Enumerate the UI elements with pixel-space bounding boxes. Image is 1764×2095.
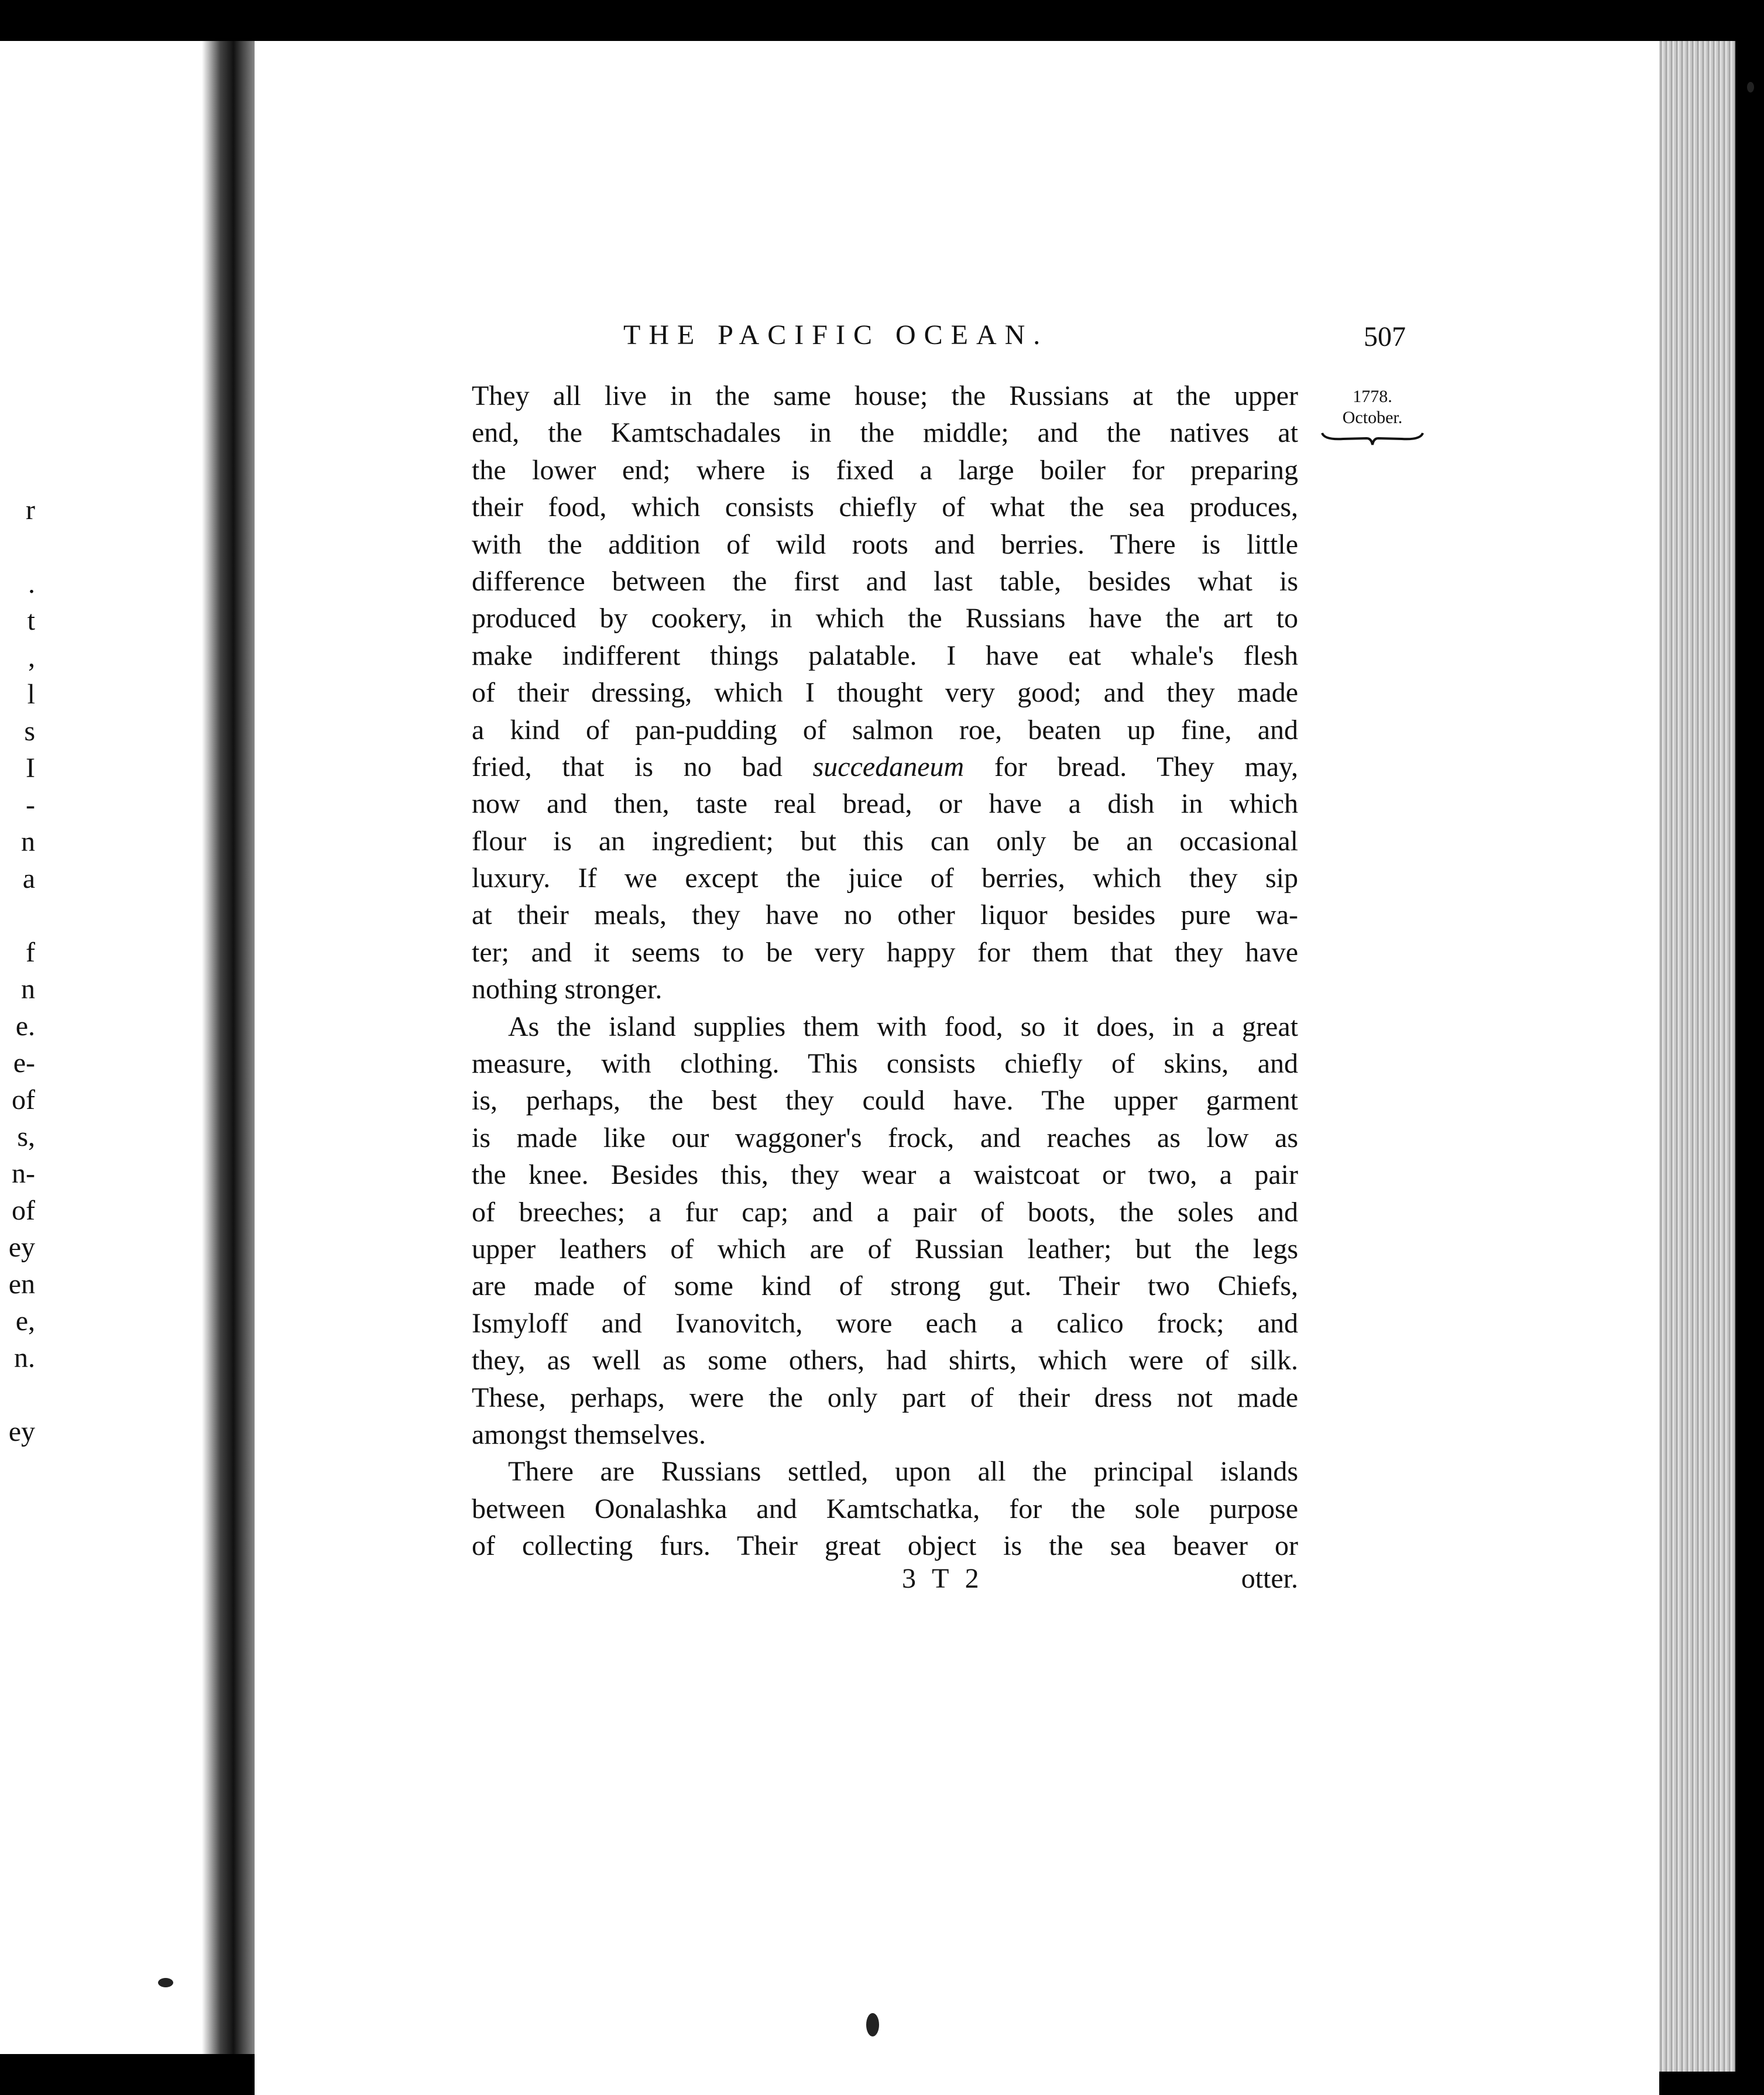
facing-page-fragment: r bbox=[26, 494, 35, 526]
facing-page-fragment: - bbox=[26, 789, 35, 820]
text-line: of their dressing, which I thought very good; and they made bbox=[472, 677, 1298, 709]
facing-page-fragment: of bbox=[12, 1084, 35, 1115]
facing-page-fragment: s bbox=[24, 716, 35, 747]
text-line: the knee. Besides this, they wear a waistcoat or two, a pair bbox=[472, 1159, 1298, 1191]
paragraph bbox=[472, 1453, 1298, 1564]
facing-page-fragment: I bbox=[26, 753, 35, 784]
text-line: nothing stronger. bbox=[472, 974, 663, 1005]
facing-page-fragment: t bbox=[27, 605, 35, 636]
text-line: their food, which consists chiefly of what the sea produces, bbox=[472, 492, 1298, 523]
text-line: with the addition of wild roots and berries. There is little bbox=[472, 528, 1298, 560]
text-line: is made like our waggoner's frock, and reaches as low as bbox=[472, 1122, 1298, 1153]
facing-page-fragment: n. bbox=[14, 1342, 35, 1373]
body-text bbox=[472, 377, 1298, 1565]
text-line: at their meals, they have no other liquor besides pure wa- bbox=[472, 899, 1298, 931]
facing-page-fragment: n bbox=[21, 974, 35, 1005]
text-line: As the island supplies them with food, so it does, in a great bbox=[508, 1011, 1298, 1042]
text-line: They all live in the same house; the Russians at the upper bbox=[472, 380, 1298, 411]
facing-page-fragment: e- bbox=[13, 1048, 35, 1079]
facing-page-fragment: . bbox=[28, 568, 35, 599]
text-line: amongst themselves. bbox=[472, 1419, 706, 1450]
margin-note bbox=[1317, 386, 1428, 447]
text-line: These, perhaps, were the only part of their dress not made bbox=[472, 1382, 1298, 1413]
text-line: of collecting furs. Their great object is the sea beaver or bbox=[472, 1530, 1298, 1562]
text-line: is, perhaps, the best they could have. The upper garment bbox=[472, 1085, 1298, 1117]
facing-page-fragment bbox=[0, 1376, 35, 1413]
signature-mark: 3 T 2 bbox=[902, 1563, 984, 1594]
text-line: upper leathers of which are of Russian leather; but the legs bbox=[472, 1233, 1298, 1265]
facing-page-fragment: ey bbox=[8, 1232, 35, 1263]
facing-page-fragment: of bbox=[12, 1195, 35, 1226]
text-line: difference between the first and last table, besides what is bbox=[472, 565, 1298, 597]
text-line: measure, with clothing. This consists chiefly of skins, and bbox=[472, 1048, 1298, 1080]
text-line: There are Russians settled, upon all the principal islands bbox=[508, 1456, 1298, 1488]
text-line: Ismyloff and Ivanovitch, wore each a calico frock; and bbox=[472, 1307, 1298, 1339]
ink-speck bbox=[158, 1978, 173, 1987]
text-line: now and then, taste real bread, or have a dish in which bbox=[472, 788, 1298, 820]
text-line: they, as well as some others, had shirts, which were of silk. bbox=[472, 1345, 1298, 1376]
catchword: otter. bbox=[1241, 1563, 1298, 1594]
running-head: THE PACIFIC OCEAN. bbox=[623, 320, 1049, 351]
facing-page-fragment: , bbox=[28, 642, 35, 673]
text-line: ter; and it seems to be very happy for them that they have bbox=[472, 936, 1298, 968]
ink-speck bbox=[866, 2013, 879, 2036]
text-line: fried, that is no bad succedaneum for bread. They may, bbox=[472, 751, 1298, 782]
ink-speck bbox=[1747, 82, 1754, 92]
text-line: between Oonalashka and Kamtschatka, for the sole purpose bbox=[472, 1493, 1298, 1524]
facing-page-fragment: n bbox=[21, 826, 35, 857]
facing-page-fragment: s, bbox=[17, 1121, 35, 1152]
facing-page-fragment bbox=[0, 897, 35, 934]
paragraph bbox=[472, 1008, 1298, 1454]
facing-page-fragment: en bbox=[8, 1269, 35, 1300]
facing-page-fragment: e. bbox=[15, 1011, 35, 1042]
margin-note-year: 1778. bbox=[1353, 387, 1392, 406]
text-line: end, the Kamtschadales in the middle; and the natives at bbox=[472, 417, 1298, 449]
paragraph bbox=[472, 377, 1298, 1008]
brace-icon bbox=[1320, 430, 1425, 447]
text-line: produced by cookery, in which the Russians have the art to bbox=[472, 603, 1298, 634]
text-line: a kind of pan-pudding of salmon roe, beaten up fine, and bbox=[472, 714, 1298, 746]
page-edges bbox=[1659, 41, 1735, 2072]
facing-page-fragment: l bbox=[27, 679, 35, 710]
text-line: flour is an ingredient; but this can only be an occasional bbox=[472, 825, 1298, 857]
text-line: the lower end; where is fixed a large boiler for preparing bbox=[472, 454, 1298, 486]
facing-page-fragment bbox=[0, 528, 35, 565]
facing-page-fragment: n- bbox=[12, 1158, 35, 1189]
text-line: of breeches; a fur cap; and a pair of boots, the soles and bbox=[472, 1196, 1298, 1228]
text-line: are made of some kind of strong gut. Their two Chiefs, bbox=[472, 1270, 1298, 1302]
facing-page-text-fragments bbox=[0, 492, 35, 1450]
text-line: make indifferent things palatable. I have eat whale's flesh bbox=[472, 640, 1298, 671]
margin-note-month: October. bbox=[1342, 408, 1403, 427]
book-gutter bbox=[202, 41, 255, 2054]
facing-page-fragment: f bbox=[26, 937, 35, 968]
page-number: 507 bbox=[1364, 321, 1406, 352]
text-line: luxury. If we except the juice of berries, which they sip bbox=[472, 863, 1298, 894]
facing-page-fragment: a bbox=[22, 863, 35, 894]
facing-page-fragment: e, bbox=[15, 1306, 35, 1337]
facing-page-fragment: ey bbox=[8, 1416, 35, 1447]
